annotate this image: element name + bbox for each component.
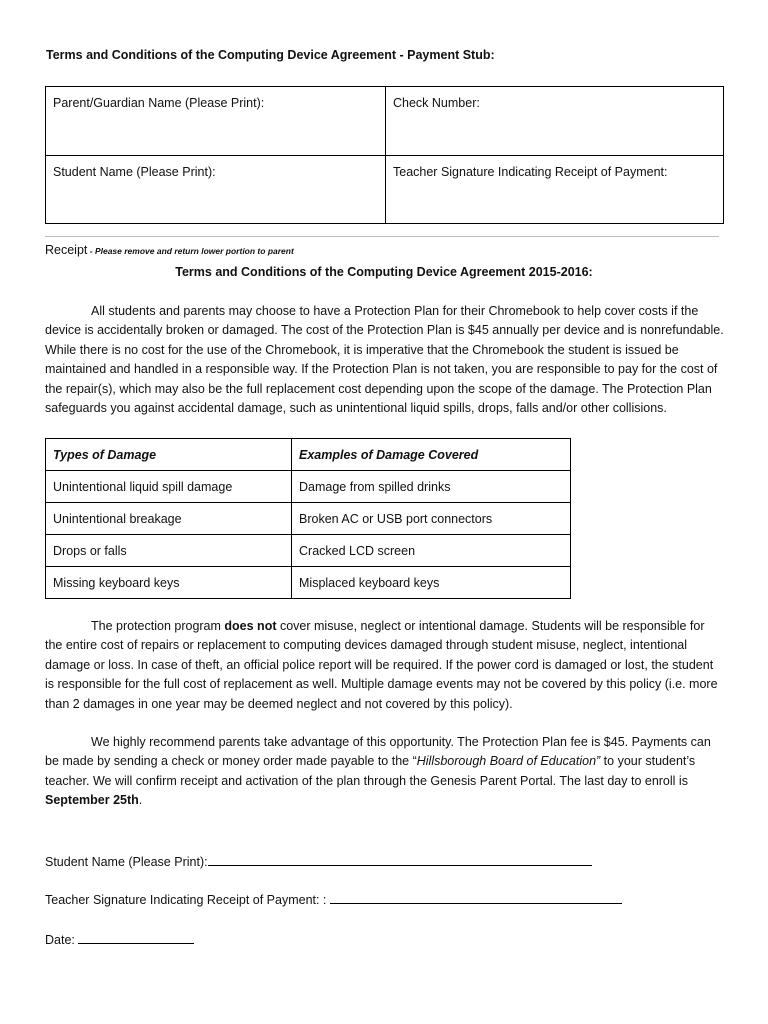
student-name-field: [45, 852, 592, 869]
paragraph-3-bold: September 25th: [45, 793, 139, 808]
paragraph-3-end: .: [138, 793, 143, 808]
stub-row: [46, 155, 724, 224]
paragraph-3-pre: We highly recommend parents take advantage of this opportunity. The Protection Plan fee is $45. Payments can be made by sending a check or money order made payable to the “: [45, 735, 711, 769]
date-field: [45, 930, 194, 947]
date-field-label: Date:: [45, 933, 79, 947]
damage-table-header: [46, 439, 571, 471]
payment-stub-title: Terms and Conditions of the Computing Device Agreement - Payment Stub:: [46, 48, 495, 62]
protection-plan-paragraph: [45, 302, 725, 418]
paragraph-2-bold: does not: [224, 619, 277, 633]
receipt-label: Receipt: [45, 243, 88, 257]
stub-row: [46, 87, 724, 156]
paragraph-2-post: cover misuse, neglect or intentional damage. Students will be responsible for the entire cost of repairs or replacement to computing devices damaged through student misuse, neglect, intentional damage or loss. In case of theft, an official police report will be required. If the power cord is damaged or lost, the student is responsible for the full cost of replacement as well. Multiple damage events may not be covered by this policy (i.e. more than 2 damages in one year may be deemed neglect and not covered by this policy).: [45, 619, 718, 711]
teacher-signature-field: [45, 890, 622, 907]
parent-name-cell: Parent/Guardian Name (Please Print):: [46, 87, 386, 156]
damage-example-cell: Damage from spilled drinks: [292, 471, 571, 503]
receipt-note: - Please remove and return lower portion to parent: [87, 246, 294, 256]
damage-table: [45, 438, 571, 599]
check-number-cell: Check Number:: [386, 87, 724, 156]
teacher-signature-blank[interactable]: [330, 890, 622, 904]
paragraph-3-italic: Hillsborough Board of Education”: [416, 754, 601, 769]
receipt-line: [45, 243, 294, 257]
table-row: [46, 535, 571, 567]
exclusions-paragraph: [45, 617, 725, 714]
damage-type-cell: Unintentional liquid spill damage: [46, 471, 292, 503]
damage-type-cell: Unintentional breakage: [46, 503, 292, 535]
header-types-of-damage: Types of Damage: [46, 439, 292, 471]
agreement-title: Terms and Conditions of the Computing Device Agreement 2015-2016:: [175, 265, 593, 279]
damage-type-cell: Drops or falls: [46, 535, 292, 567]
damage-example-cell: Broken AC or USB port connectors: [292, 503, 571, 535]
table-row: [46, 471, 571, 503]
date-blank[interactable]: [78, 930, 194, 944]
paragraph-2-pre: The protection program: [91, 619, 225, 633]
paragraph-1-text: All students and parents may choose to have a Protection Plan for their Chromebook to help cover costs if the device is accidentally broken or damaged. The cost of the Protection Plan is $45 annually per device and is nonrefundable. While there is no cost for the use of the Chromebook, it is imperative that the Chromebook the student is issued be maintained and handled in a responsible way. If the Protection Plan is not taken, you are responsible to pay for the cost of the repair(s), which may also be the full replacement cost depending upon the scope of the damage. The Protection Plan safeguards you against accidental damage, such as unintentional liquid spills, drops, falls and/or other collisions.: [45, 304, 724, 416]
student-name-field-label: Student Name (Please Print):: [45, 855, 208, 869]
teacher-signature-field-label: Teacher Signature Indicating Receipt of Payment: :: [45, 893, 330, 907]
teacher-signature-cell: Teacher Signature Indicating Receipt of Payment:: [386, 155, 724, 224]
damage-type-cell: Missing keyboard keys: [46, 567, 292, 599]
student-name-blank[interactable]: [208, 852, 592, 866]
recommendation-paragraph: [45, 733, 725, 811]
table-row: [46, 503, 571, 535]
damage-example-cell: Misplaced keyboard keys: [292, 567, 571, 599]
table-row: [46, 567, 571, 599]
tear-off-divider: [45, 236, 719, 237]
payment-stub-table: [45, 86, 724, 224]
header-examples-covered: Examples of Damage Covered: [292, 439, 571, 471]
student-name-cell: Student Name (Please Print):: [46, 155, 386, 224]
paragraph-3-mid: to your student’s teacher. We will confirm receipt and activation of the plan through the Genesis Parent Portal. The last day to enroll is: [45, 754, 696, 788]
damage-example-cell: Cracked LCD screen: [292, 535, 571, 567]
